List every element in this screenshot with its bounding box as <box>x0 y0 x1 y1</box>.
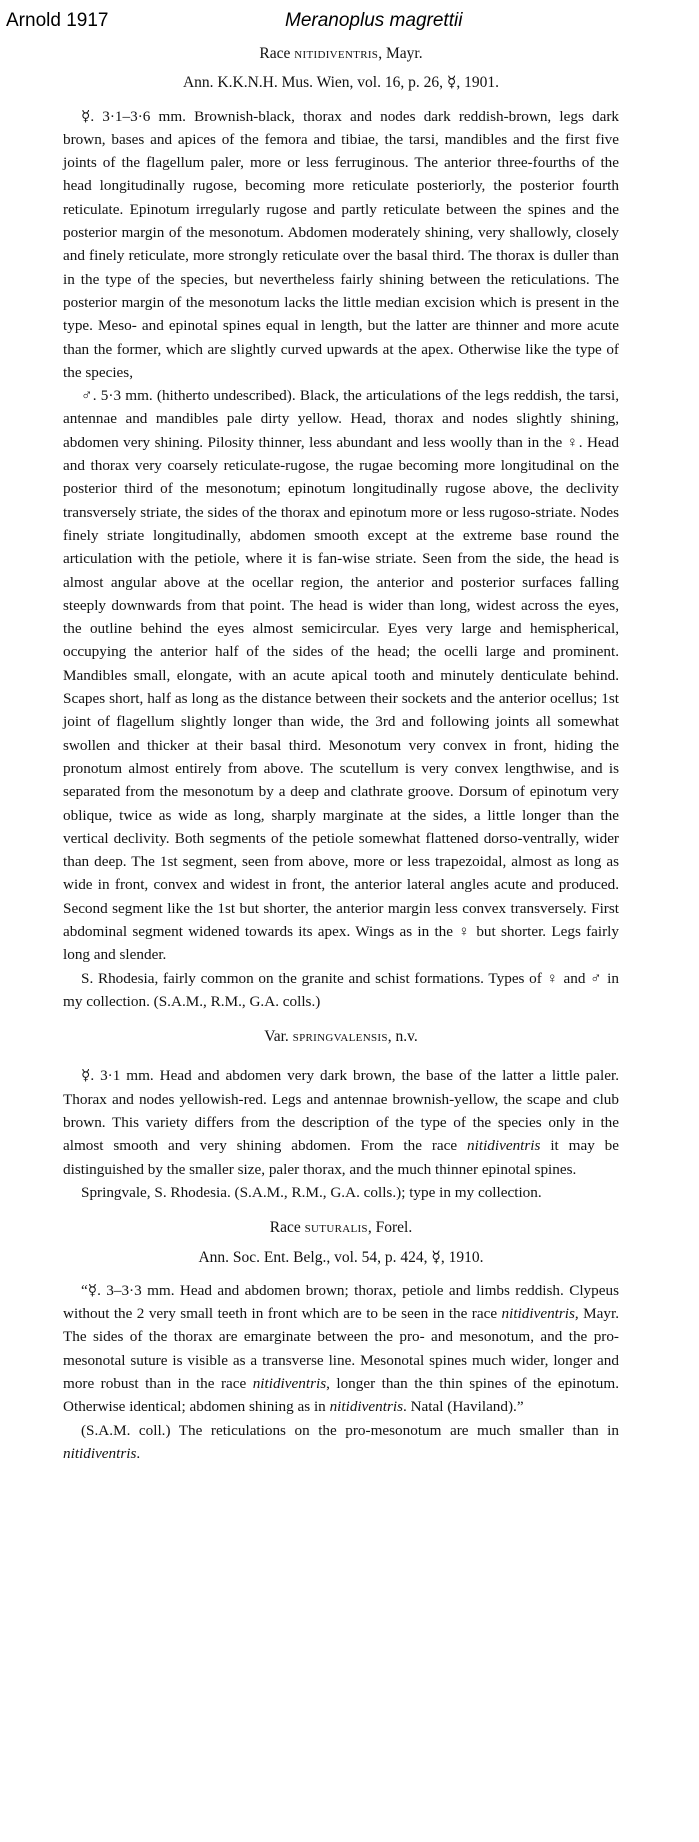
text-run: “☿. 3–3·3 mm. Head and abdomen brown; thorax, petiole and limbs reddish. Clypeus without the 2 very small teeth in front which are to be seen in the race <box>63 1281 619 1323</box>
text-run: ☿. 3·1 mm. Head and abdomen very dark brown, the base of the latter a little paler. Thorax and nodes yellowish-red. Legs and antennae brownish-yellow, the scape and club brown. This variety differs from the description of the type of the species only in the almost smooth and very shining abdomen. From the race <box>63 1067 619 1155</box>
text-run: , longer than the thin spines of the epinotum. Otherwise identical; abdomen shining as in <box>63 1375 619 1416</box>
italic-taxon: nitidiventris <box>501 1305 575 1323</box>
paragraph-locality-nitidiventris: S. Rhodesia, fairly common on the granite and schist formations. Types of ♀ and ♂ in my collection. (S.A.M., R.M., G.A. colls.) <box>63 969 619 1010</box>
paragraph-suturalis-note <box>63 1419 619 1466</box>
section-heading-suturalis <box>63 1216 619 1239</box>
section-heading-springvalensis <box>63 1025 619 1048</box>
italic-taxon: nitidiventris <box>63 1444 137 1462</box>
page-header-author-year: Arnold 1917 <box>6 10 109 31</box>
paragraph-worker-description: ☿. 3·1–3·6 mm. Brownish-black, thorax and nodes dark reddish-brown, legs dark brown, bases and apices of the femora and tibiae, the tarsi, mandibles and the first five joints of the flagellum paler, more or less ferruginous. The anterior three-fourths of the head longitudinally rugose, becoming more reticulate posteriorly, the posterior fourth reticulate. Epinotum irregularly rugose and partly reticulate between the spines and the posterior margin of the mesonotum. Abdomen moderately shining, very shallowly, closely and finely reticulate, more strongly reticulate over the basal third. The thorax is duller than in the type of the species, but nevertheless fairly shining between the reticulations. The posterior margin of the mesonotum lacks the little median excision which is present in the type. Meso- and epinotal spines equal in length, but the latter are thinner and more acute than the former, which are slightly curved upwards at the apex. Otherwise like the type of the species, <box>63 107 619 381</box>
italic-taxon: nitidiventris <box>252 1375 327 1393</box>
heading-suffix: , Mayr. <box>378 45 423 62</box>
section-heading-nitidiventris <box>63 42 619 65</box>
paragraph-springvalensis-description <box>63 1064 619 1180</box>
italic-taxon: nitidiventris <box>467 1137 541 1155</box>
paragraph-locality-springvalensis: Springvale, S. Rhodesia. (S.A.M., R.M., G.A. colls.); type in my collection. <box>81 1183 542 1201</box>
heading-prefix: Race <box>259 45 291 62</box>
paragraph-suturalis-quote <box>63 1279 619 1419</box>
heading-prefix: Var. <box>264 1028 289 1046</box>
text-run: it may be distinguished by the smaller size, paler thorax, and the much thinner epinotal spines. <box>63 1137 620 1178</box>
heading-taxon-name: suturalis <box>304 1219 368 1237</box>
citation-nitidiventris: Ann. K.K.N.H. Mus. Wien, vol. 16, p. 26, ☿, 1901. <box>182 74 500 92</box>
text-run: (S.A.M. coll.) The reticulations on the pro-mesonotum are much smaller than in <box>81 1421 619 1439</box>
citation-suturalis: Ann. Soc. Ent. Belg., vol. 54, p. 424, ☿, 1910. <box>198 1248 484 1266</box>
heading-suffix: , n.v. <box>387 1028 418 1046</box>
document-body <box>63 40 619 1465</box>
italic-taxon: nitidiventris <box>329 1398 403 1416</box>
text-run: . Natal (Haviland).” <box>402 1398 524 1416</box>
heading-prefix: Race <box>269 1219 301 1237</box>
text-run: . <box>136 1444 141 1462</box>
heading-taxon-name: springvalensis <box>292 1028 388 1046</box>
heading-taxon-name: nitidiventris <box>294 45 379 62</box>
text-run: , Mayr. The sides of the thorax are emarginate between the pro- and mesonotum, and the pro-mesonotal suture is visible as a transverse line. Mesonotal spines much wider, longer and more robust than in the race <box>63 1305 619 1393</box>
heading-suffix: , Forel. <box>367 1219 413 1237</box>
page-header-species: Meranoplus magrettii <box>285 10 463 31</box>
paragraph-male-description: ♂. 5·3 mm. (hitherto undescribed). Black, the articulations of the legs reddish, the tarsi, antennae and mandibles pale dirty yellow. Head, thorax and nodes slightly shining, abdomen very shining. Pilosity thinner, less abundant and less woolly than in the ♀. Head and thorax very coarsely reticulate-rugose, the rugae becoming more longitudinal on the posterior third of the mesonotum; epinotum longitudinally rugose above, the declivity transversely striate, the sides of the thorax and epinotum more or less rugoso-striate. Nodes finely striate longitudinally, abdomen smooth except at the extreme base round the articulation with the petiole, where it is fan-wise striate. Seen from the side, the head is almost angular above at the ocellar region, the anterior and posterior surfaces falling steeply downwards from that point. The head is wider than long, widest across the eyes, the outline behind the eyes almost semicircular. Eyes very large and hemispherical, occupying the anterior half of the sides of the head; the ocelli large and prominent. Mandibles small, elongate, with an acute apical tooth and minutely denticulate behind. Scapes short, half as long as the distance between their sockets and the anterior ocellus; 1st joint of flagellum slightly longer than wide, the 3rd and following joints all somewhat swollen and thicker at their basal third. Mesonotum very convex in front, hiding the pronotum almost entirely from above. The scutellum is very convex lengthwise, and is separated from the mesonotum by a deep and clathrate groove. Dorsum of epinotum very oblique, twice as wide as long, sharply marginate at the sides, a little longer than the vertical declivity. Both segments of the petiole somewhat flattened dorso-ventrally, wider than deep. The 1st segment, seen from above, more or less trapezoidal, almost as long as wide in front, convex and widest in front, the anterior lateral angles acute and produced. Second segment like the 1st but shorter, the anterior margin less convex transversely. First abdominal segment widened towards its apex. Wings as in the ♀ but shorter. Legs fairly long and slender. <box>63 387 619 964</box>
